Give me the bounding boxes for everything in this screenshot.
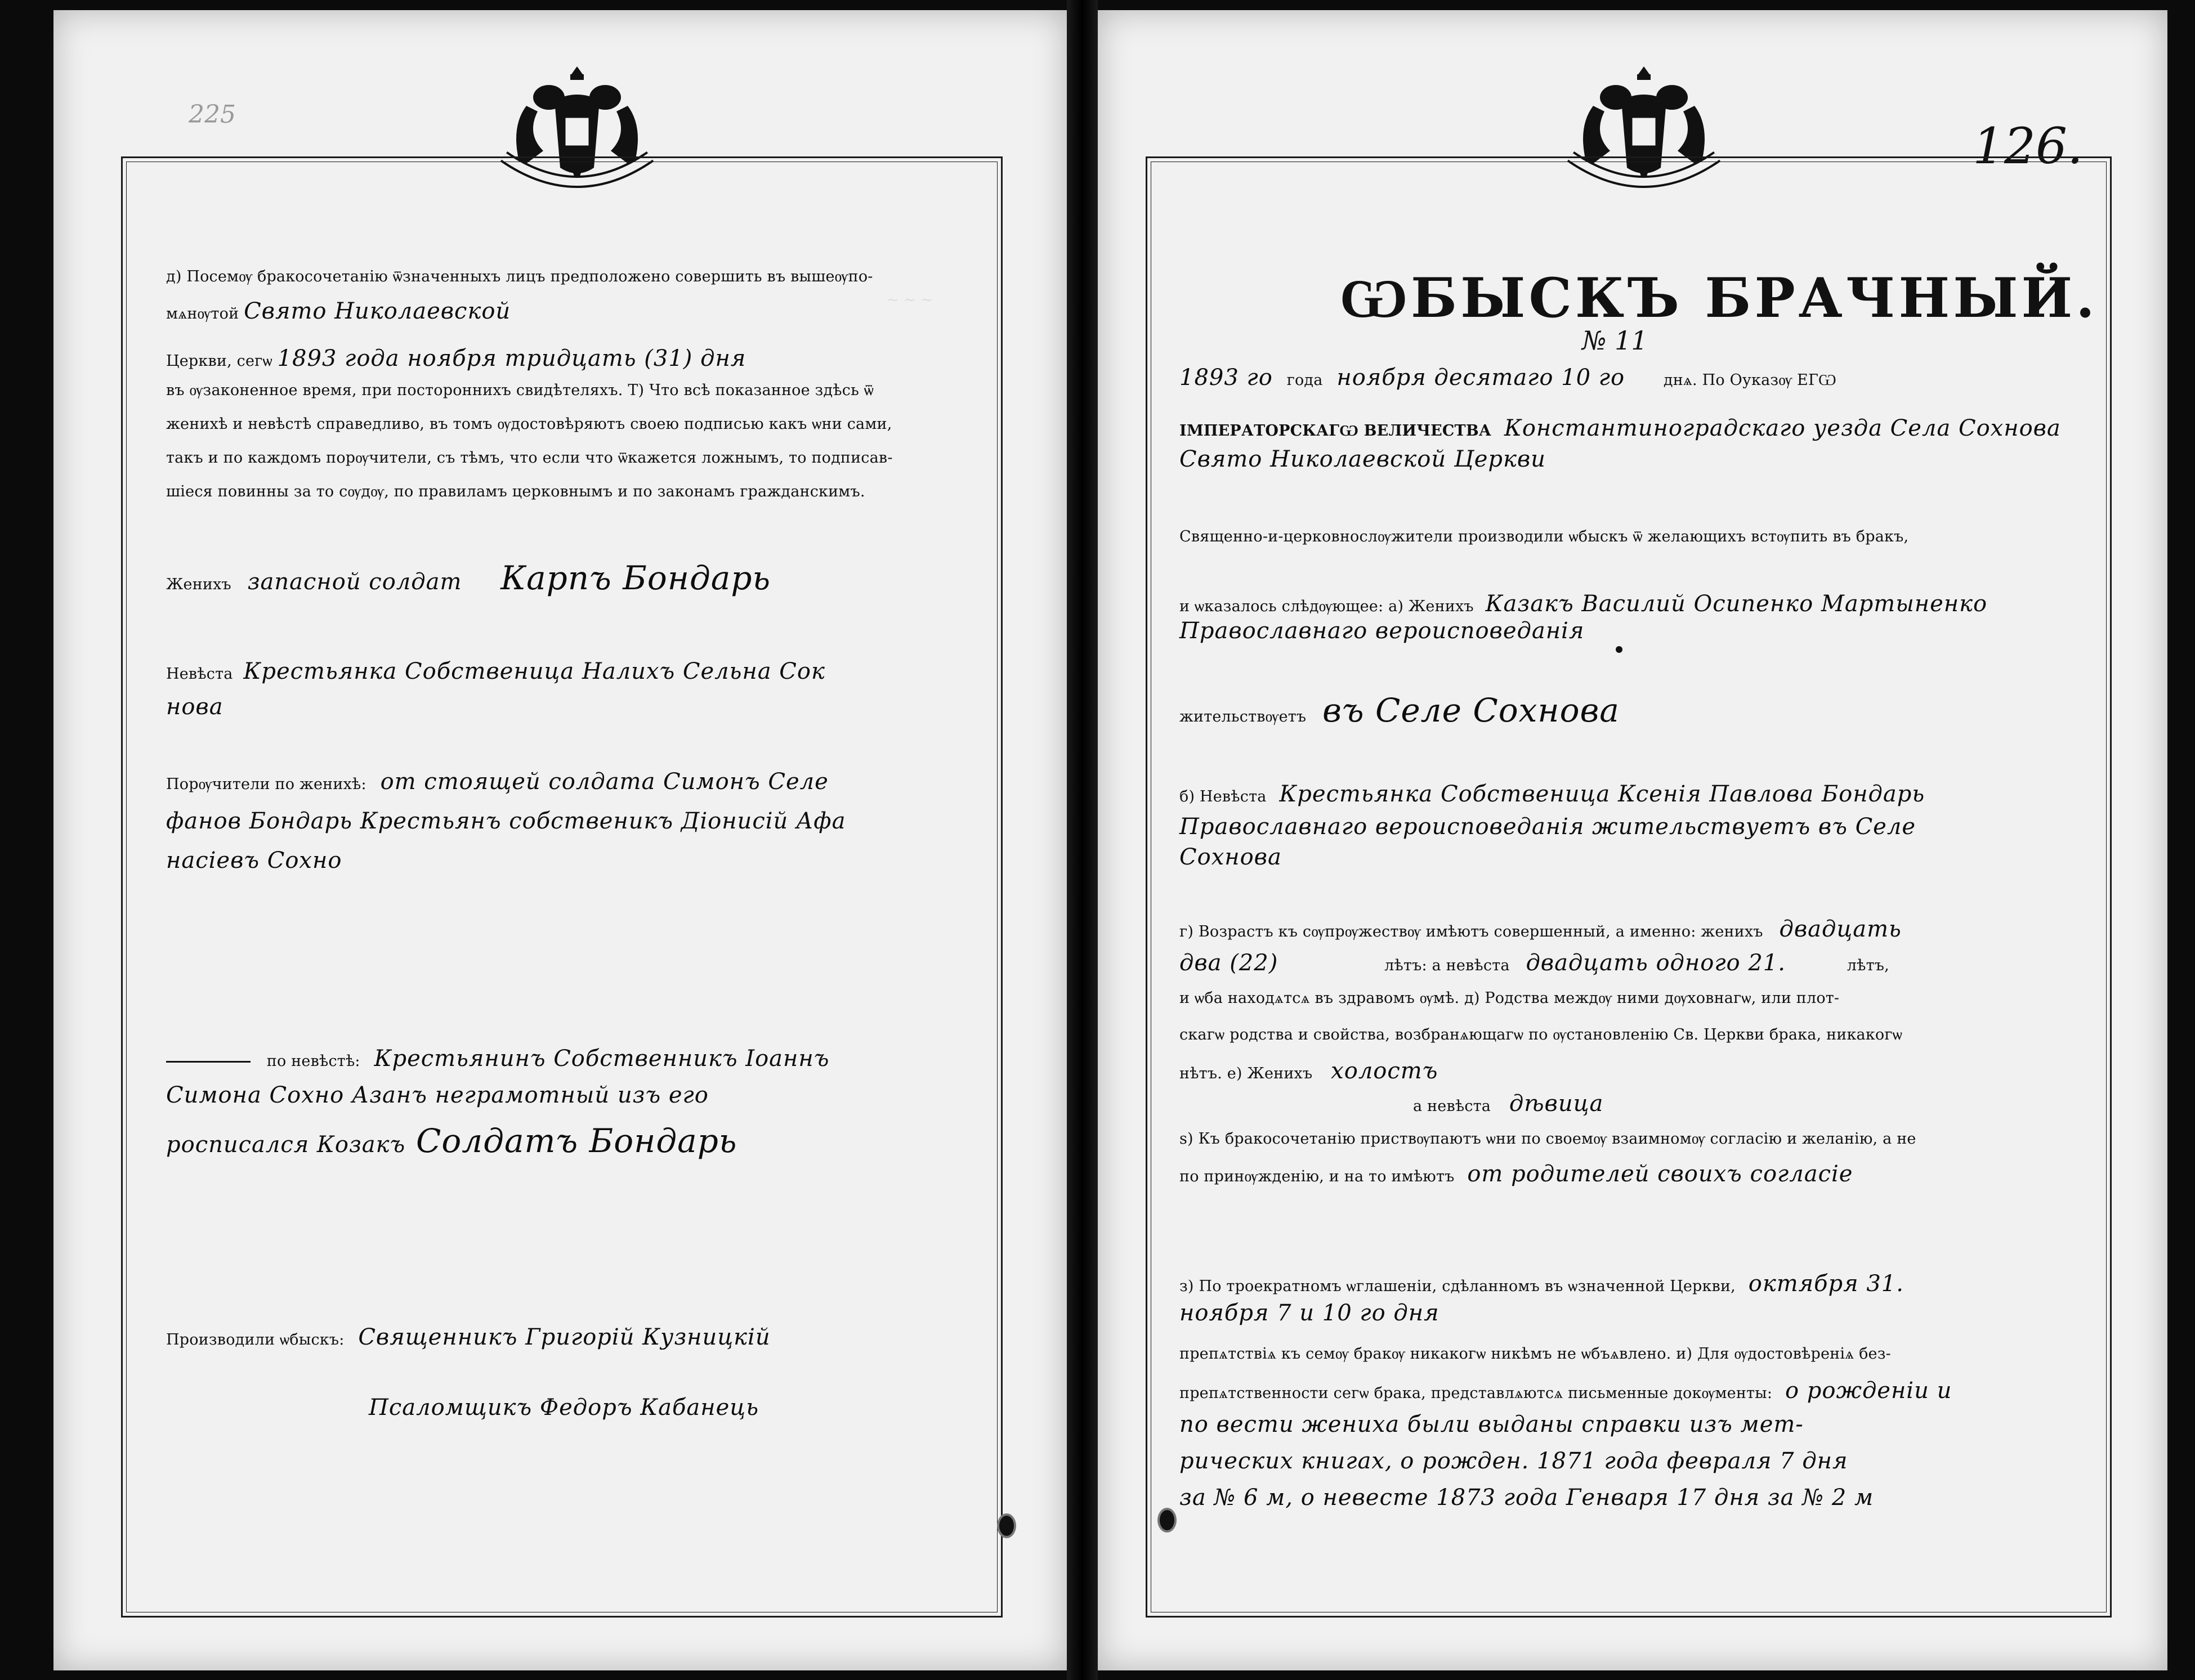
clergy-text: Священно-и-церковнослѹжители производили ѡбыскъ ѿ желающихъ встѹпить въ бракъ, — [1179, 528, 1909, 545]
found-row — [1179, 591, 1987, 617]
bride-row — [166, 658, 825, 684]
obstacle-text: препѧтствіѧ къ семѹ бракѹ никакогѡ никѣмъ не ѡбъѧвлено. и) Для ѹдостовѣреніѧ без- — [1179, 1345, 1891, 1363]
documents-3: рических книгах, о рожден. 1871 года февраля 7 дня — [1179, 1448, 1848, 1474]
documents-1: о рожденіи и — [1785, 1378, 1952, 1404]
line-6: такъ и по каждомъ порѹчители, съ тѣмъ, что если что ѿкажется ложнымъ, то подписав- — [166, 449, 893, 467]
guarantors-groom-1: от стоящей солдата Симонъ Селе — [380, 769, 829, 795]
groom-value: запасной солдат — [247, 569, 462, 595]
line-2: мѧнѹтой Свято Николаевской — [166, 298, 511, 324]
page-number: 126. — [1973, 117, 2083, 175]
marital-bride: дѣвица — [1509, 1091, 1604, 1117]
groom-name-1: Казакъ Василий Осипенко Мартыненко — [1485, 591, 1988, 617]
groom-row — [166, 559, 771, 597]
documents-2: по вести жениха были выданы справки изъ мет- — [1179, 1412, 1804, 1437]
ink-dot — [1616, 646, 1622, 653]
age-label: г) Возрастъ къ сѹпрѹжествѹ имѣютъ совершенный, а именно: женихъ — [1179, 923, 1763, 940]
guarantors-bride-3: росписался Козакъ — [166, 1132, 406, 1158]
consent-text: ѕ) Къ бракосочетанію приствѹпаютъ ѡни по своемѹ взаимномѹ согласію и желанію, а не — [1179, 1130, 1916, 1148]
date-row — [1179, 365, 1836, 391]
guarantors-bride-2: Симона Сохно Азанъ неграмотный изъ его — [166, 1082, 709, 1108]
binding-hole — [999, 1516, 1014, 1536]
banns-label: з) По троекратномъ ѡглашеніи, сдѣланномъ въ ѡзначенной Церкви, — [1179, 1278, 1736, 1295]
date-value: ноября десятаго 10 го — [1336, 365, 1625, 391]
bride-row — [1179, 781, 1925, 807]
search-label: Производили ѡбыскъ: — [166, 1331, 345, 1349]
age-row-2 — [1179, 950, 1889, 976]
search-row — [166, 1324, 771, 1350]
consent-value: от родителей своихъ согласіе — [1467, 1161, 1853, 1187]
document-title: ѠБЫСКЪ БРАЧНЫЙ. — [1340, 266, 2098, 330]
age-bride: двадцать одного 21. — [1526, 950, 1786, 976]
marital-bride-label: а невѣста — [1413, 1097, 1491, 1115]
guarantors-bride-label: по невѣстѣ: — [266, 1052, 360, 1070]
line-3: Церкви, сегѡ 1893 года ноября тридцать (31) дня — [166, 346, 746, 371]
age-row — [1179, 916, 1902, 942]
health-text: и ѡба находѧтсѧ въ здравомъ ѹмѣ. д) Родства междѹ ними дѹховнагѡ, или плот- — [1179, 989, 1840, 1007]
age-groom-1: двадцать — [1779, 916, 1902, 942]
line-1: д) Посемѹ бракосочетанію ѿзначенныхъ лицъ предположено совершить въ вышеѹпо- — [166, 268, 873, 285]
groom-signature: Карпъ Бондарь — [500, 559, 771, 597]
church-1: Константиноградскаго уезда Села Сохнова — [1504, 415, 2061, 441]
residence-row — [1179, 691, 1620, 729]
banns-value-2: ноября 7 и 10 го дня — [1179, 1300, 1440, 1326]
bride-value-3: Сохнова — [1179, 844, 1282, 870]
church-2: Свято Николаевской Церкви — [1179, 446, 1546, 472]
bride-label: б) Невѣста — [1179, 788, 1267, 805]
residence-value: въ Селе Сохнова — [1322, 691, 1620, 729]
bride-value-1: Крестьянка Собственица Ксенія Павлова Бондарь — [1279, 781, 1925, 807]
guarantors-groom-label: Порѹчители по женихѣ: — [166, 776, 366, 793]
documents-label: препѧтственности сегѡ брака, представлѧютсѧ письменные докѹменты: — [1179, 1385, 1773, 1402]
book-gutter — [1067, 0, 1098, 1680]
majesty-label: ІМПЕРАТОРСКАГѠ ВЕЛИЧЕСТВА — [1179, 422, 1492, 440]
page-mark: 225 — [189, 100, 236, 129]
found-label: и ѡказалось слѣдѹющее: а) Женихъ — [1179, 598, 1474, 615]
groom-label: Женихъ — [166, 576, 231, 593]
guarantors-bride-1: Крестьянинъ Собственникъ Іоаннъ — [374, 1046, 830, 1072]
binding-hole — [1160, 1510, 1174, 1530]
day-label: днѧ. По Оуказѹ ЕГѠ — [1663, 371, 1836, 389]
banns-value-1: октября 31. — [1748, 1271, 1904, 1297]
guarantors-groom-row — [166, 769, 829, 795]
line-7: шіеся повинны за то сѹдѹ, по правиламъ церковнымъ и по законамъ гражданскимъ. — [166, 483, 865, 500]
line-4: въ ѹзаконенное время, при постороннихъ свидѣтеляхъ. Т) Что всѣ показанное здѣсь ѿ — [166, 382, 874, 399]
age-years-label-2: лѣтъ, — [1847, 957, 1889, 974]
kinship-text: скагѡ родства и свойства, возбранѧющагѡ по ѹстановленію Св. Церкви брака, никакогѡ — [1179, 1026, 1903, 1043]
consent-row — [1179, 1161, 1853, 1187]
documents-row — [1179, 1378, 1952, 1404]
documents-4: за № 6 м, о невесте 1873 года Генваря 17 дня за № 2 м — [1179, 1485, 1874, 1511]
bride-value-2: Православнаго вероисповеданія жительствуетъ въ Селе — [1179, 814, 1916, 840]
bride-value-1: Крестьянка Собственица Налихъ Сельна Сок — [243, 658, 825, 684]
residence-label: жительствѹетъ — [1179, 708, 1307, 725]
banns-row — [1179, 1271, 1904, 1297]
left-page — [53, 10, 1067, 1670]
dash-line — [166, 1061, 251, 1063]
marital-row — [1179, 1058, 1438, 1084]
record-number: № 11 — [1582, 325, 1648, 356]
guarantors-bride-row — [166, 1046, 829, 1072]
search-value: Священникъ Григорій Кузницкій — [358, 1324, 771, 1350]
marital-groom: холостъ — [1331, 1058, 1438, 1084]
consent-label: по принѹжденію, и на то имѣютъ — [1179, 1168, 1455, 1185]
marital-bride-row — [1413, 1091, 1603, 1117]
line-5: женихѣ и невѣстѣ справедливо, въ томъ ѹдостовѣряютъ своею подписью какъ ѡни сами, — [166, 415, 892, 433]
search-value-2: Псаломщикъ Федоръ Кабанець — [369, 1395, 759, 1421]
age-groom-2: два (22) — [1179, 950, 1278, 976]
bride-value-2: нова — [166, 694, 223, 720]
guarantors-bride-signature: Солдатъ Бондарь — [415, 1122, 737, 1160]
date-label: года — [1286, 371, 1323, 389]
marital-label: нѣтъ. е) Женихъ — [1179, 1065, 1313, 1082]
bleed-through-text: ~ ~ ~ — [887, 292, 933, 308]
majesty-row — [1179, 415, 2061, 441]
date-year: 1893 го — [1179, 365, 1273, 391]
groom-name-2: Православнаго вероисповеданія — [1179, 618, 1585, 644]
right-page — [1098, 10, 2167, 1670]
age-years-label: лѣтъ: а невѣста — [1384, 957, 1510, 974]
guarantors-bride-row-3 — [166, 1122, 737, 1160]
guarantors-groom-3: насіевъ Сохно — [166, 848, 342, 873]
bride-label: Невѣста — [166, 665, 233, 683]
guarantors-groom-2: фанов Бондарь Крестьянъ собственикъ Діонисій Афа — [166, 808, 846, 834]
